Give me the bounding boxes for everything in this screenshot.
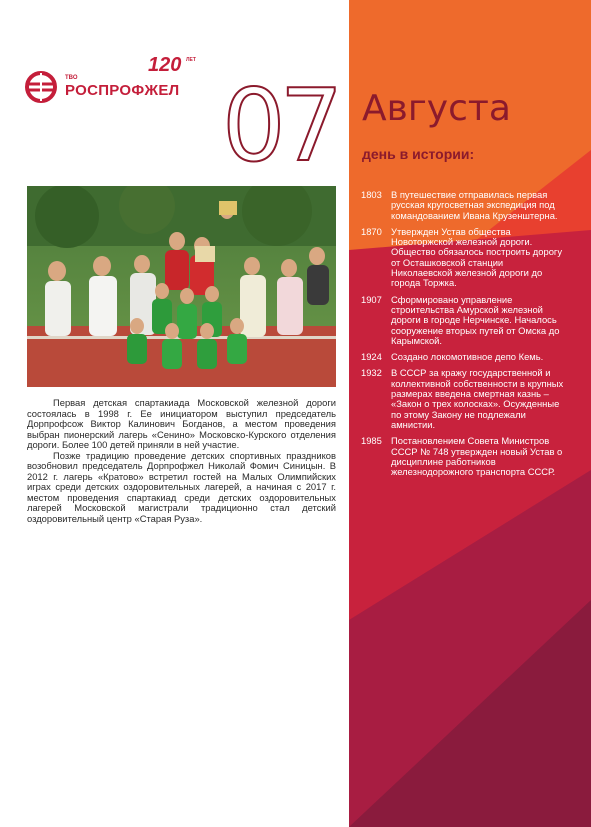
event-year: 1924 xyxy=(361,351,382,363)
logo xyxy=(24,54,194,104)
event-text: Сформировано управление строительства Амурской железной дороги в городе Нерчинске. Началось сооружение вторых путей от Омска до Карымской. xyxy=(391,293,560,346)
day-number: 07 xyxy=(222,67,338,184)
event-year: 1870 xyxy=(361,225,382,237)
event-item xyxy=(361,368,567,430)
month-title: Августа xyxy=(362,88,511,129)
event-text: Постановлением Совета Министров СССР № 748 утвержден новый Устав о дисциплине работников железнодорожного транспорта СССР. xyxy=(391,435,563,478)
photo-illustration xyxy=(27,186,336,387)
logo-small-text: ТВО xyxy=(65,75,78,81)
history-subtitle: день в истории: xyxy=(362,146,475,162)
event-item xyxy=(361,436,567,477)
event-year: 1907 xyxy=(361,293,382,305)
event-text: Утвержден Устав общества Новоторжской железной дороги. Общество обязалось построить дорогу от Осташковской станции Николаевской железной дороги до города Торжка. xyxy=(391,225,563,289)
event-year: 1803 xyxy=(361,189,382,200)
railway-emblem-icon xyxy=(24,70,58,104)
event-item xyxy=(361,352,567,362)
event-text: Создано локомотивное депо Кемь. xyxy=(391,351,544,363)
event-text: В путешествие отправилась первая русская кругосветная экспедиция под командованием Ивана Крузенштерна. xyxy=(391,189,558,221)
event-item xyxy=(361,190,567,221)
event-year: 1985 xyxy=(361,435,382,447)
group-photo xyxy=(27,186,336,387)
event-text: В СССР за кражу государственной и коллективной собственности в крупных размерах введена смертная казнь – «Закон о трех колосках». Осужденные по этому Закону не подлежали амнистии. xyxy=(391,367,564,430)
events-timeline xyxy=(361,190,567,483)
article-paragraph-2: Позже традицию проведение детских спортивных праздников возобновил председатель Дорпрофжел Николай Фомич Синицын. В 2012 г. лагерь «Кратово» встретил гостей на Малых Олимпийских играх среди детских оздоровительных лагерей, а начиная с 2017 г. местом проведения спартакиад среди детских оздоровительных лагерей Московской магистрали традиционно стал детский оздоровительный центр «Старая Руза». xyxy=(27,449,336,524)
article-paragraph-1: Первая детская спартакиада Московской железной дороги состоялась в 1998 г. Ее инициатором выступил председатель Дорпрофсож Виктор Калинович Богданов, а местом проведения выбран пионерский лагерь «Сенино» Московско-Курского отделения дороги. Более 100 детей приняли в ней участие. xyxy=(27,397,336,450)
event-item xyxy=(361,295,567,346)
logo-anniversary-word: ЛЕТ xyxy=(186,57,196,63)
event-item xyxy=(361,227,567,289)
logo-name: РОСПРОФЖЕЛ xyxy=(65,82,180,99)
event-year: 1932 xyxy=(361,367,382,379)
logo-anniversary: 120 xyxy=(148,54,182,76)
article-text xyxy=(27,398,336,524)
